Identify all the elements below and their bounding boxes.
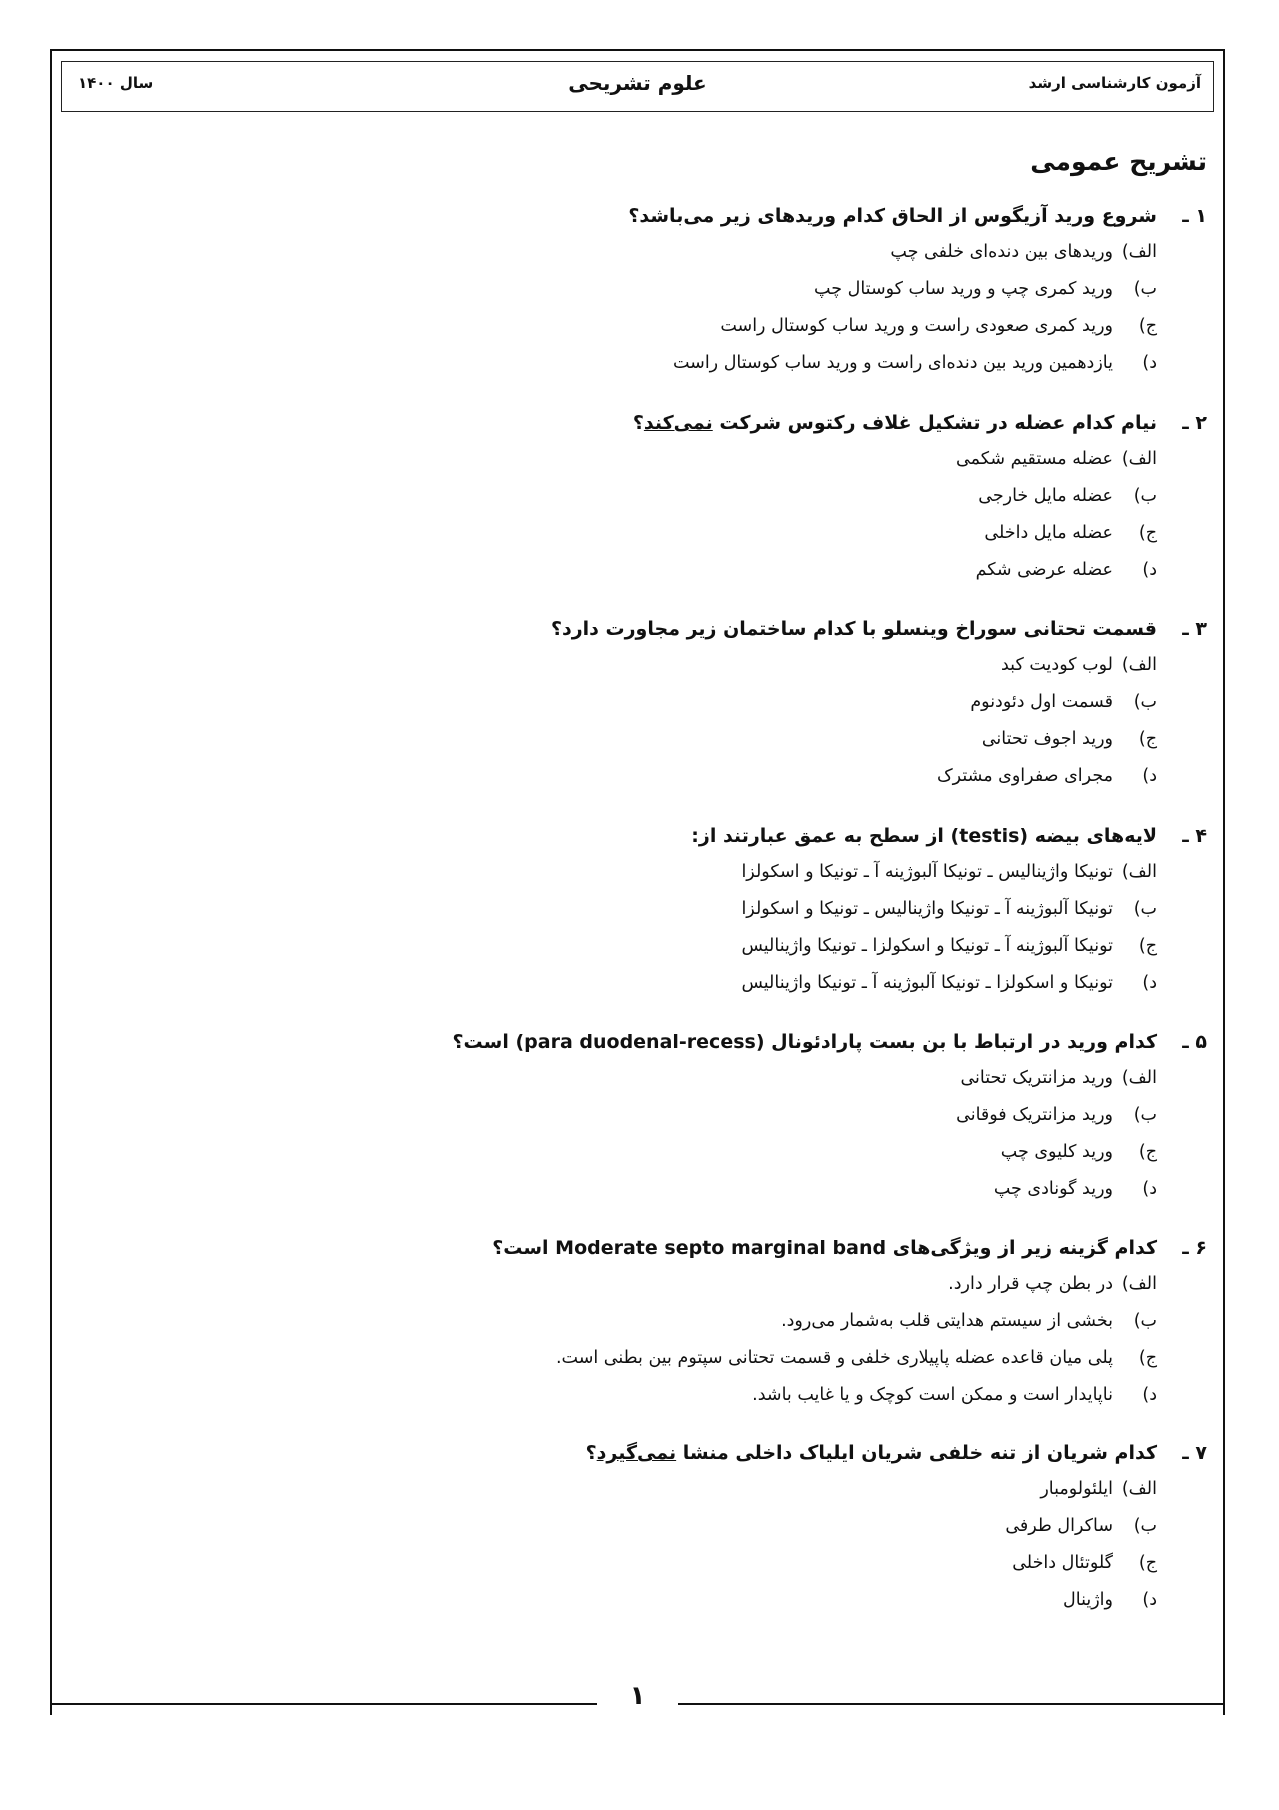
question-6 [127,1237,1207,1413]
option-list [127,1059,1157,1207]
page-header [61,61,1214,112]
question-number: ۴ ـ [1182,825,1207,847]
subject-title: علوم تشریحی [568,71,707,95]
section-title: تشریح عمومی [1030,147,1207,176]
question-4 [127,825,1207,1001]
question-text: نیام کدام عضله در تشکیل غلاف رکتوس شرکت نمی‌کند؟ [632,412,1157,434]
option-d[interactable]: د) تونیکا و اسکولزا ـ تونیکا آلبوژینه آ ـ تونیکا واژینالیس [741,972,1157,993]
option-d[interactable]: د) ناپایدار است و ممکن است کوچک و یا غایب باشد. [752,1384,1157,1405]
question-5 [127,1031,1207,1207]
question-number: ۳ ـ [1182,618,1207,640]
option-list [127,233,1157,381]
option-c[interactable]: ج) ورید کلیوی چپ [1000,1141,1157,1162]
option-d[interactable]: د) یازدهمین ورید بین دنده‌ای راست و ورید ساب کوستال راست [672,352,1157,373]
option-a[interactable]: الف) وریدهای بین دنده‌ای خلفی چپ [890,241,1157,262]
option-c[interactable]: ج) پلی میان قاعده عضله پاپیلاری خلفی و قسمت تحتانی سپتوم بین بطنی است. [555,1347,1157,1368]
option-b[interactable]: ب) ساکرال طرفی [1005,1515,1157,1536]
option-a[interactable]: الف) در بطن چپ قرار دارد. [948,1273,1157,1294]
option-c[interactable]: ج) ورید اجوف تحتانی [981,728,1157,749]
option-list [127,440,1157,588]
question-number: ۶ ـ [1182,1237,1207,1259]
option-d[interactable]: د) مجرای صفراوی مشترک [937,765,1157,786]
question-text: کدام گزینه زیر از ویژگی‌های Moderate septo marginal band است؟ [492,1237,1157,1259]
option-c[interactable]: ج) ورید کمری صعودی راست و ورید ساب کوستال راست [720,315,1157,336]
option-a[interactable]: الف) ایلئولومبار [1040,1478,1157,1499]
question-text: کدام ورید در ارتباط با بن بست پارادئونال (para duodenal-recess) است؟ [452,1031,1157,1053]
option-c[interactable]: ج) عضله مایل داخلی [984,522,1157,543]
question-3 [127,618,1207,794]
page-footer [52,1681,1223,1725]
question-number: ۵ ـ [1182,1031,1207,1053]
option-b[interactable]: ب) ورید کمری چپ و ورید ساب کوستال چپ [814,278,1157,299]
question-text: شروع ورید آزیگوس از الحاق کدام وریدهای زیر می‌باشد؟ [628,205,1157,227]
option-b[interactable]: ب) ورید مزانتریک فوقانی [956,1104,1157,1125]
page-number: ۱ [629,1681,646,1711]
question-1 [127,205,1207,381]
option-b[interactable]: ب) عضله مایل خارجی [978,485,1157,506]
question-7 [127,1442,1207,1618]
option-a[interactable]: الف) عضله مستقیم شکمی [956,448,1157,469]
option-d[interactable]: د) ورید گونادی چپ [993,1178,1157,1199]
exam-year: سال ۱۴۰۰ [78,74,154,92]
option-b[interactable]: ب) تونیکا آلبوژینه آ ـ تونیکا واژینالیس ـ تونیکا و اسکولزا [741,898,1157,919]
question-number: ۲ ـ [1182,412,1207,434]
question-number: ۷ ـ [1182,1442,1207,1464]
question-text: قسمت تحتانی سوراخ وینسلو با کدام ساختمان زیر مجاورت دارد؟ [550,618,1157,640]
question-text: لایه‌های بیضه (testis) از سطح به عمق عبارتند از: [691,825,1157,847]
option-a[interactable]: الف) تونیکا واژینالیس ـ تونیکا آلبوژینه آ ـ تونیکا و اسکولزا [741,861,1157,882]
option-list [127,1470,1157,1618]
option-c[interactable]: ج) گلوتئال داخلی [1012,1552,1157,1573]
option-a[interactable]: الف) لوب کودیت کبد [1001,654,1157,675]
option-b[interactable]: ب) قسمت اول دئودنوم [970,691,1157,712]
option-list [127,1265,1157,1413]
option-d[interactable]: د) واژینال [1063,1589,1157,1610]
option-c[interactable]: ج) تونیکا آلبوژینه آ ـ تونیکا و اسکولزا ـ تونیکا واژینالیس [741,935,1157,956]
question-number: ۱ ـ [1182,205,1207,227]
exam-title: آزمون کارشناسی ارشد [1028,74,1201,92]
question-text: کدام شریان از تنه خلفی شریان ایلیاک داخلی منشا نمی‌گیرد؟ [585,1442,1157,1464]
option-b[interactable]: ب) بخشی از سیستم هدایتی قلب به‌شمار می‌رود. [781,1310,1157,1331]
option-d[interactable]: د) عضله عرضی شکم [975,559,1157,580]
option-list [127,853,1157,1001]
question-2 [127,412,1207,588]
option-list [127,646,1157,794]
option-a[interactable]: الف) ورید مزانتریک تحتانی [960,1067,1157,1088]
